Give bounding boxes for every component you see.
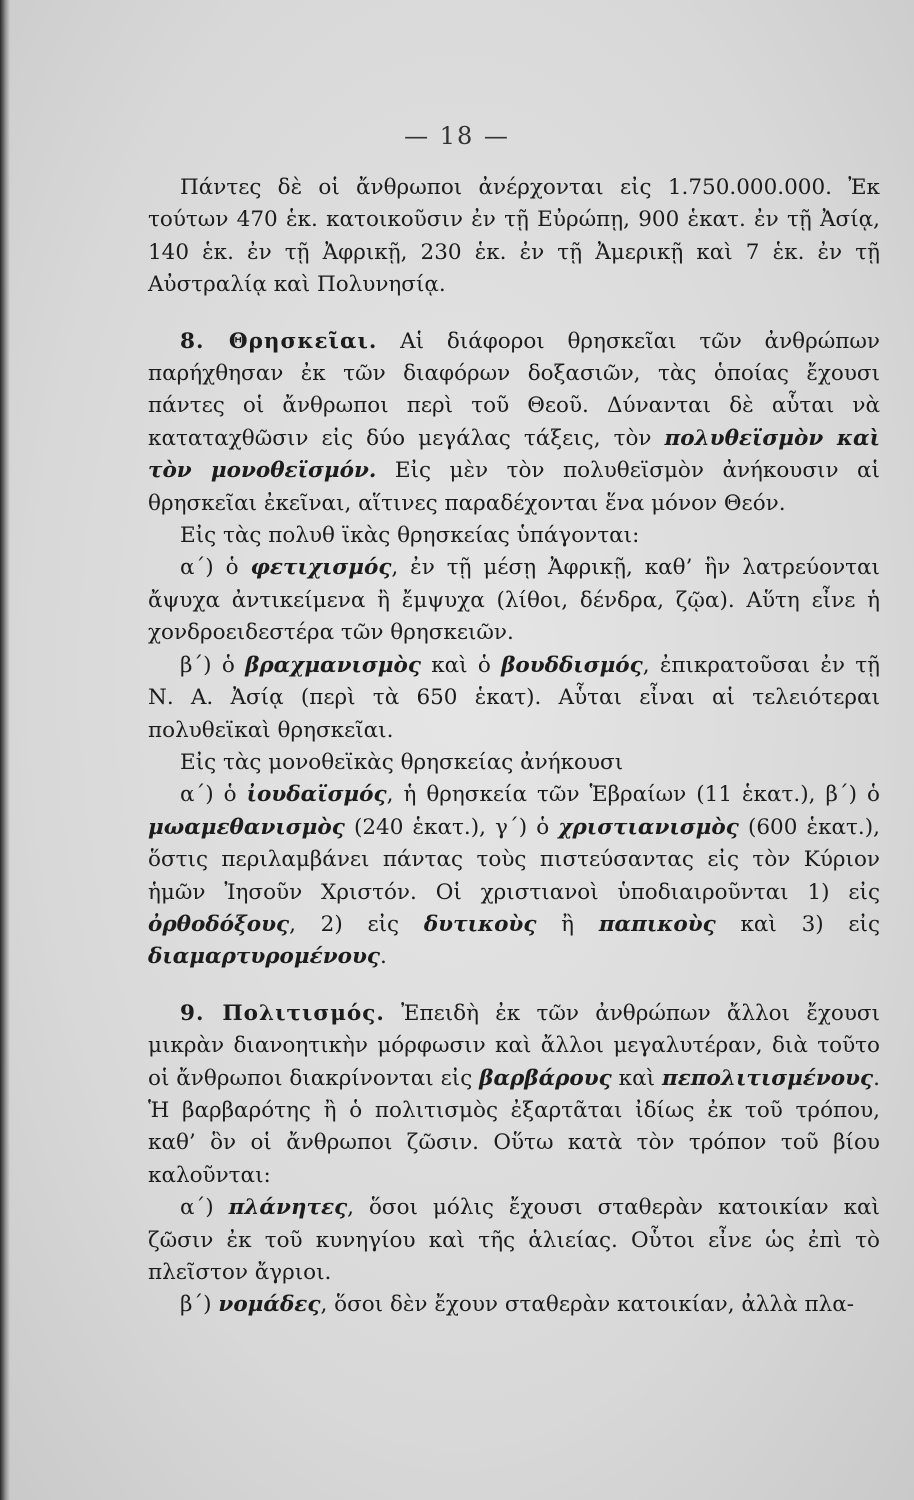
item-prefix: α΄) ὁ [180, 555, 251, 581]
term-islam: μωαμεθανισμὸς [148, 814, 345, 840]
connector-text: ἢ [536, 911, 599, 937]
term-civilized: πεπολιτισμένους [661, 1065, 874, 1091]
body-text [148, 172, 880, 1322]
term-protestant: διαμαρτυρομένους [148, 944, 380, 970]
section-heading-civilization: 9. Πολιτισμός. [180, 1000, 385, 1026]
term-western: δυτικοὺς [423, 911, 537, 937]
term-papal: παπικοὺς [598, 911, 716, 937]
term-buddhism: βουδδισμός [501, 652, 643, 678]
islam-text: (240 ἑκατ.), γ΄) ὁ [344, 814, 559, 840]
connector-text: καὶ 3) εἰς [715, 911, 880, 937]
item-prefix: α΄) [180, 1195, 229, 1221]
judaism-text: , ἡ θρησκεία τῶν Ἑβραίων (11 ἑκατ.), β΄) ὁ [386, 782, 880, 808]
item-brahmanism [148, 650, 880, 747]
polytheism-intro: Εἰς τὰς πολυθ ϊκὰς θρησκείας ὑπάγονται: [180, 523, 640, 549]
religions-text-2: Εἰς μὲν τὸν πολυθεϊσμὸν ἀνήκουσιν αἱ θρησκεῖαι ἐκεῖναι, αἵτινες παραδέχονται ἕνα μόνον Θεόν. [148, 458, 880, 516]
monotheism-intro: Εἰς τὰς μονοθεϊκὰς θρησκείας ἀνήκουσι [180, 749, 624, 775]
brahmanism-text: , ἐπικρατοῦσαι ἐν τῇ Ν. Α. Ἀσίᾳ (περὶ τὰ 650 ἑκατ). Αὗται εἶναι αἱ τελειότεραι πολυθεϊκαὶ θρησκεῖαι. [148, 652, 880, 743]
fetishism-text: , ἐν τῇ μέσῃ Ἀφρικῇ, καθ’ ἣν λατρεύονται ἄψυχα ἀντικείμενα ἢ ἔμψυχα (λίθοι, δένδρα, ζῷα). Αὕτη εἶνε ἡ χονδροειδεστέρα τῶν θρησκειῶν. [148, 555, 880, 646]
item-prefix: β΄) ὁ [180, 652, 246, 678]
nomads-text: , ὅσοι δὲν ἔχουν σταθερὰν κατοικίαν, ἀλλὰ πλα- [320, 1292, 855, 1318]
item-wanderers [148, 1192, 880, 1289]
page-number: — 18 — [404, 122, 510, 150]
term-judaism: ἰουδαϊσμός [246, 782, 387, 808]
item-monotheist-religions [148, 779, 880, 973]
term-fetishism: φετιχισμός [250, 555, 392, 581]
section-heading-religions: 8. Θρησκεῖαι. [180, 328, 378, 354]
section-civilization [148, 998, 880, 1192]
item-nomads [148, 1289, 880, 1321]
item-prefix: α΄) ὁ [180, 782, 247, 808]
term-christianity: χριστιανισμὸς [558, 814, 739, 840]
item-prefix: β΄) [180, 1292, 219, 1318]
civilization-text-2: . Ἡ βαρβαρότης ἢ ὁ πολιτισμὸς ἐξαρτᾶται ἰδίως ἐκ τοῦ τρόπου, καθ’ ὃν οἱ ἄνθρωποι ζῶσιν. Οὕτω κατὰ τὸν τρόπον τοῦ βίου καλοῦνται: [148, 1065, 880, 1188]
term-wanderers: πλάνητες [228, 1195, 348, 1221]
term-barbarians: βαρβάρους [479, 1065, 612, 1091]
sentence-end: . [379, 944, 387, 970]
connector-text: καὶ ὁ [420, 652, 502, 678]
civilization-text-1: Ἐπειδὴ ἐκ τῶν ἀνθρώπων ἄλλοι ἔχουσι μικρὰν διανοητικὴν μόρφωσιν καὶ ἄλλοι μεγαλυτέραν, διὰ τοῦτο οἱ ἄνθρωποι διακρίνονται εἰς [148, 1000, 880, 1091]
paragraph-population: Πάντες δὲ οἱ ἄνθρωποι ἀνέρχονται εἰς 1.750.000.000. Ἐκ τούτων 470 ἑκ. κατοικοῦσιν ἐν τῇ Εὐρώπῃ, 900 ἑκατ. ἐν τῇ Ἀσίᾳ, 140 ἑκ. ἐν τῇ Ἀφρικῇ, 230 ἑκ. ἐν τῇ Ἀμερικῇ καὶ 7 ἑκ. ἐν τῇ Αὐστραλίᾳ καὶ Πολυνησίᾳ. [148, 175, 880, 298]
page-edge-shadow [0, 0, 10, 1500]
term-orthodox: ὀρθοδόξους [148, 911, 290, 937]
section-gap [148, 974, 880, 998]
section-gap [148, 302, 880, 326]
item-fetishism [148, 552, 880, 649]
connector-text: , 2) εἰς [289, 911, 424, 937]
section-religions [148, 326, 880, 520]
connector-text: καὶ [611, 1065, 662, 1091]
christianity-text: (600 ἑκατ.), ὅστις περιλαμβάνει πάντας τοὺς πιστεύσαντας εἰς τὸν Κύριον ἡμῶν Ἰησοῦν Χριστόν. Οἱ χριστιανοὶ ὑποδιαιροῦνται 1) εἰς [148, 814, 880, 905]
term-nomads: νομάδες [218, 1292, 321, 1318]
wanderers-text: , ὅσοι μόλις ἔχουσι σταθερὰν κατοικίαν καὶ ζῶσιν ἐκ τοῦ κυνηγίου καὶ τῆς ἁλιείας. Οὗτοι εἶνε ὡς ἐπὶ τὸ πλεῖστον ἄγριοι. [148, 1195, 880, 1285]
religions-emphasis-1: πολυθεϊσμὸν καὶ τὸν μονοθεϊσμόν. [148, 425, 880, 484]
term-brahmanism: βραχμανισμὸς [245, 652, 421, 678]
religions-text-1: Αἱ διάφοροι θρησκεῖαι τῶν ἀνθρώπων παρήχθησαν ἐκ τῶν διαφόρων δοξασιῶν, τὰς ὁποίας ἔχουσι πάντες οἱ ἄνθρωποι περὶ τοῦ Θεοῦ. Δύνανται δὲ αὗται νὰ καταταχθῶσιν εἰς δύο μεγάλας τάξεις, τὸν [148, 328, 880, 451]
